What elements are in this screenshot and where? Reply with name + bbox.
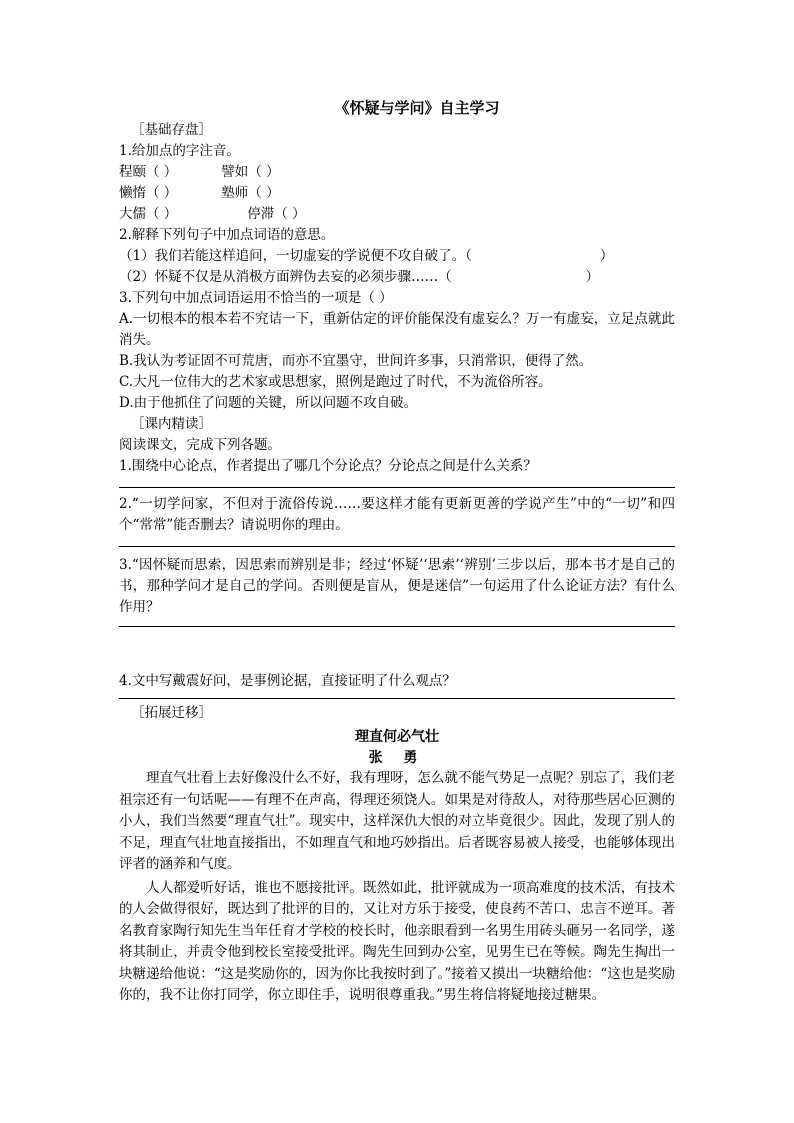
article-paragraph: 人人都爱听好话，谁也不愿接批评。既然如此，批评就成为一项高难度的技术活，有技术的人会做得很好，既达到了批评的目的，又让对方乐于接受，使良药不苦口、忠言不逆耳。著名教育家陶行知先生当年任育才学校的校长时，他亲眼看到一名男生用砖头砸另一名同学，遂将其制止，并责令他到校长室接受批评。陶先生回到办公室，见男生已在等候。陶先生掏出一块糖递给他说：“这是奖励你的，因为你比我按时到了。”接着又摸出一块糖给他：“这也是奖励你的，我不让你打同学，你立即住手，说明很尊重我。”男生将信将疑地接过糖果。 bbox=[119, 879, 675, 1003]
section-reading: ［课内精读］ bbox=[131, 416, 212, 432]
q1-row bbox=[119, 183, 675, 204]
q1-item: 塾师（ ） bbox=[221, 185, 280, 201]
q1-item: 懒惰（ ） bbox=[119, 185, 178, 201]
reading-q2: 2.“一切学问家，不但对于流俗传说……要这样才能有更新更善的学说产生”中的“一切”和四个“常常”能否删去？请说明你的理由。 bbox=[119, 496, 675, 533]
q3-stem: 3.下列句中加点词语运用不恰当的一项是（ ） bbox=[119, 290, 393, 306]
section-basic: ［基础存盘］ bbox=[131, 122, 212, 138]
q3-option-a: A.一切根本的根本若不究诘一下，重新估定的评价能保没有虚妄么？万一有虚妄，立足点就此消失。 bbox=[119, 311, 675, 348]
q3-option-b: B.我认为考证固不可荒唐，而亦不宜墨守，世间许多事，只消常识，便得了然。 bbox=[119, 353, 593, 369]
answer-line bbox=[119, 477, 675, 488]
reading-q4: 4.文中写戴震好问，是事例论据，直接证明了什么观点？ bbox=[119, 673, 456, 689]
section-extension: ［拓展迁移］ bbox=[131, 705, 212, 721]
q1-row bbox=[119, 162, 675, 183]
q1-item: 大儒（ ） bbox=[119, 206, 178, 222]
answer-line bbox=[119, 692, 675, 699]
q1-stem: 1.给加点的字注音。 bbox=[119, 143, 240, 159]
q1-item: 程颐（ ） bbox=[119, 164, 178, 180]
q2-sentence-2: （2）怀疑不仅是从消极方面辨伪去妄的必须步骤……（ ） bbox=[119, 269, 600, 285]
q1-item: 譬如（ ） bbox=[221, 164, 280, 180]
worksheet bbox=[119, 96, 675, 1007]
q2-sentence-1: （1）我们若能这样追问，一切虚妄的学说便不攻自破了。（ ） bbox=[119, 248, 614, 264]
reading-q1: 1.围绕中心论点，作者提出了哪几个分论点？分论点之间是什么关系？ bbox=[119, 458, 537, 474]
q3-option-c: C.大凡一位伟大的艺术家或思想家，照例是跑过了时代，不为流俗所容。 bbox=[119, 374, 552, 390]
article-title: 理直何必气壮 bbox=[355, 729, 439, 745]
q2-stem: 2.解释下列句子中加点词语的意思。 bbox=[119, 227, 335, 243]
q1-row bbox=[119, 204, 675, 225]
q1-item: 停滞（ ） bbox=[247, 206, 306, 222]
article-paragraph: 理直气壮看上去好像没什么不好，我有理呀，怎么就不能气势足一点呢？别忘了，我们老祖宗还有一句话呢——有理不在声高，得理还须饶人。如果是对待敌人，对待那些居心叵测的小人，我们当然要“理直气壮”。现实中，这样深仇大恨的对立毕竟很少。因此，发现了别人的不足，理直气壮地直接指出，不如理直气和地巧妙指出。后者既容易被人接受，也能够体现出评者的涵养和气度。 bbox=[119, 770, 675, 872]
reading-q3: 3.“因怀疑而思索，因思索而辨别是非；经过‘怀疑’‘思索’‘辨别’三步以后，那本书才是自己的书，那种学问才是自己的学问。否则便是盲从，便是迷信”一句运用了什么论证方法？有什么作用？ bbox=[119, 557, 675, 615]
reading-intro: 阅读课文，完成下列各题。 bbox=[119, 437, 281, 453]
q3-option-d: D.由于他抓住了问题的关键，所以问题不攻自破。 bbox=[119, 395, 418, 411]
page-title: 《怀疑与学问》自主学习 bbox=[334, 99, 500, 117]
article-author: 张 勇 bbox=[368, 750, 426, 766]
answer-line bbox=[119, 536, 675, 547]
answer-line bbox=[119, 618, 675, 627]
